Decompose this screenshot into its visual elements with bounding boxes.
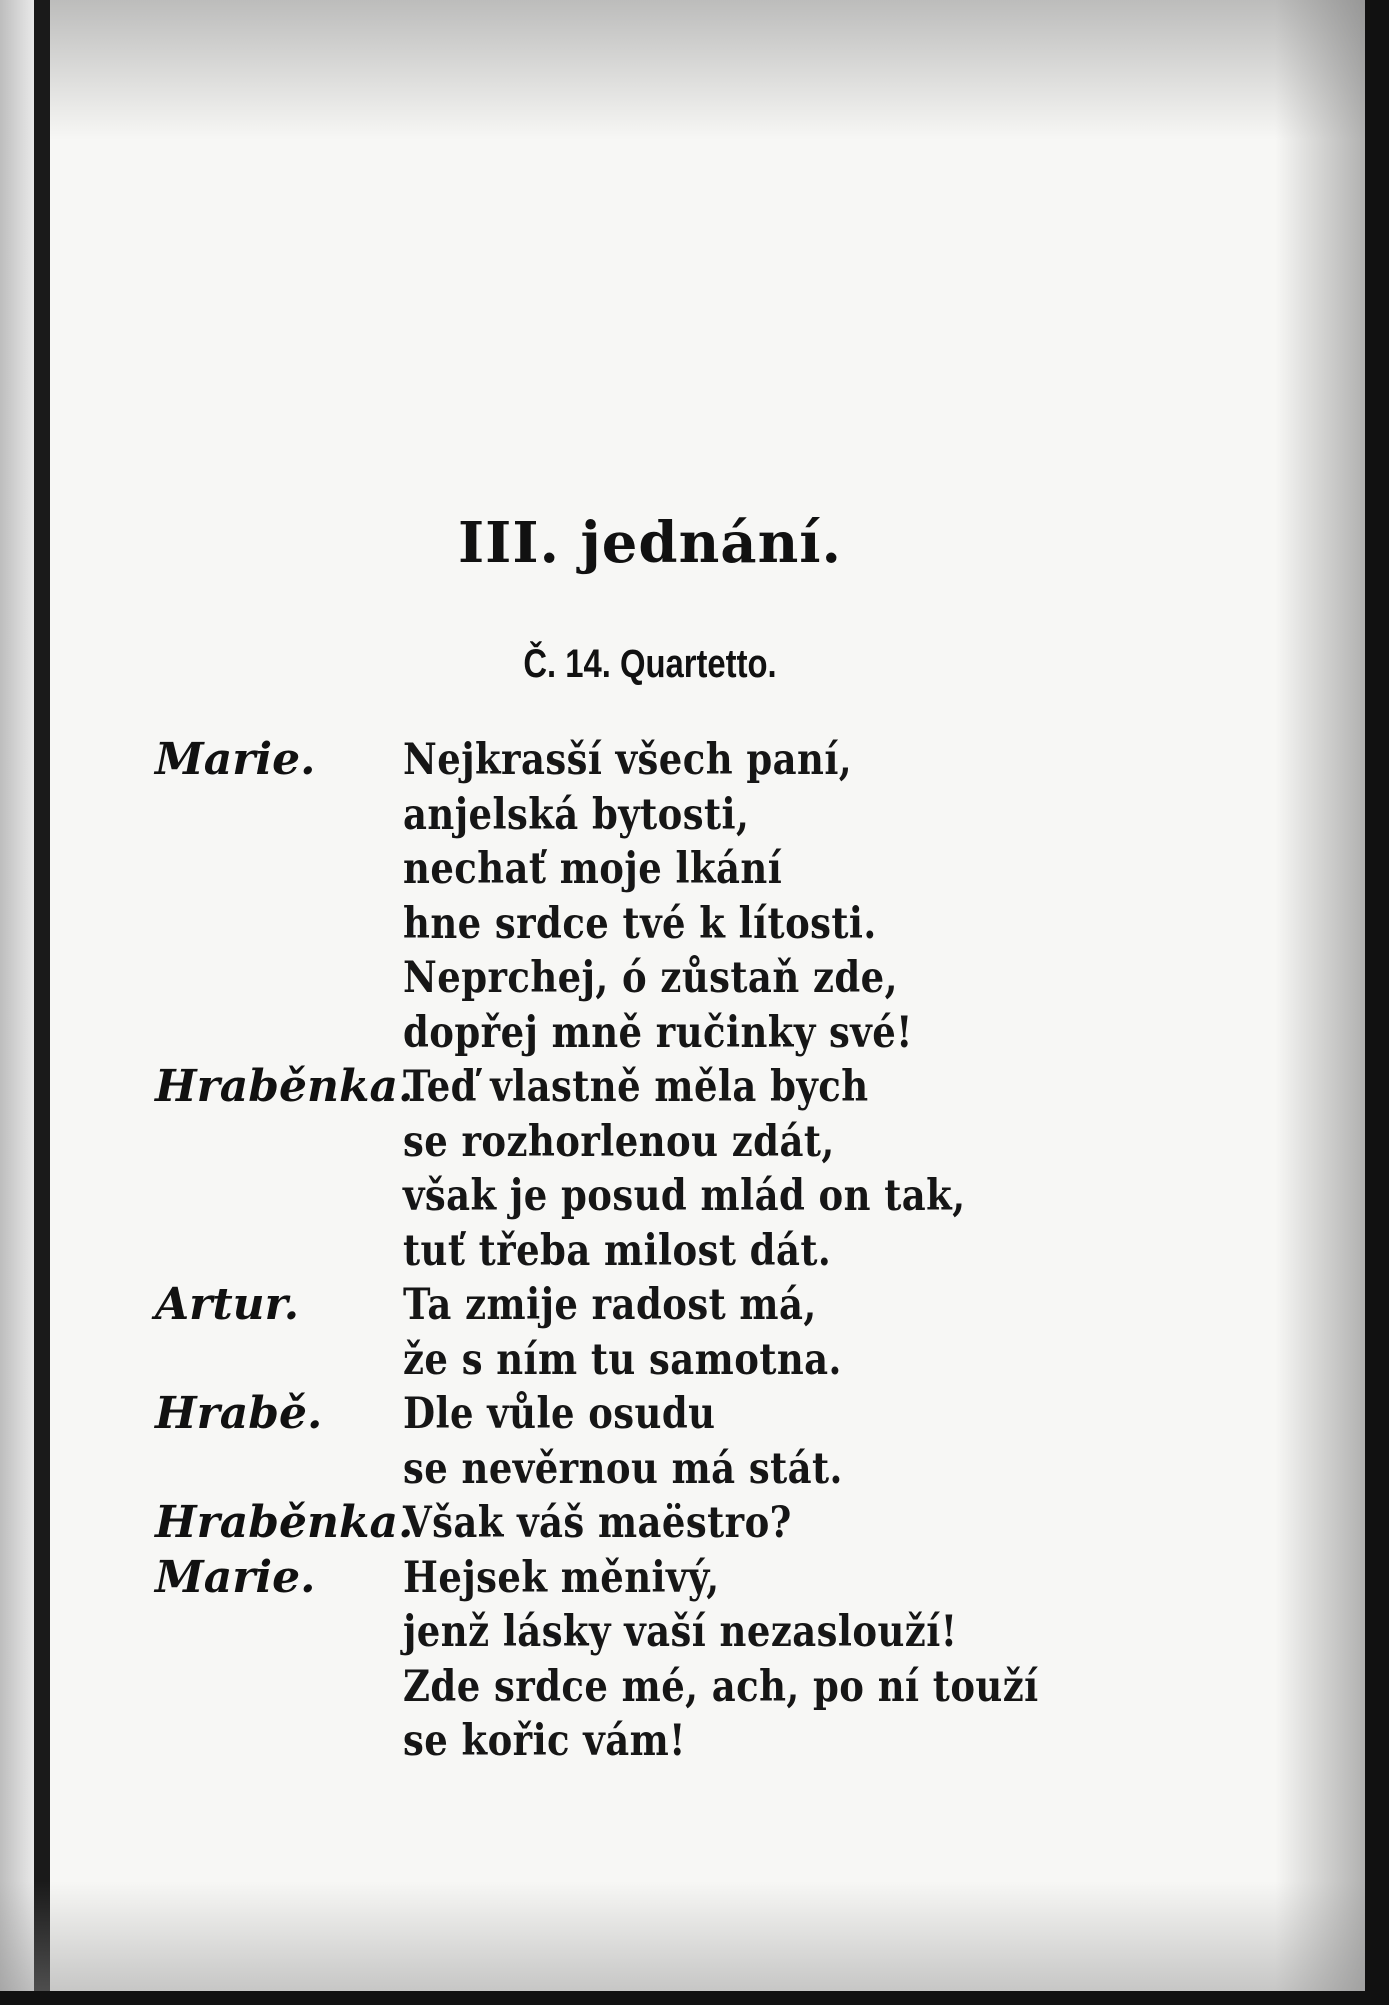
- right-border: [1365, 0, 1389, 2005]
- verse-text: se nevěrnou má stát.: [403, 1443, 843, 1494]
- verse-line: [155, 1060, 1105, 1115]
- act-title: III. jednání.: [457, 510, 843, 576]
- verse-text: však je posud mlád on tak,: [403, 1171, 966, 1221]
- verse-text: dopřej mně ručinky své!: [403, 1007, 913, 1058]
- verse-text: Zde srdce mé, ach, po ní touží: [403, 1661, 1039, 1712]
- top-page-shadow: [50, 0, 1389, 140]
- verse-line: [155, 788, 1105, 843]
- verse-line: [155, 842, 1105, 897]
- verse-line: [155, 1496, 1105, 1551]
- speaker-name: Marie.: [155, 734, 316, 785]
- verse-text: že s ním tu samotna.: [403, 1334, 842, 1385]
- verse-line: [155, 1115, 1105, 1170]
- speaker-name: Artur.: [155, 1279, 300, 1330]
- bottom-page-shadow: [0, 1881, 1389, 1991]
- number-title: Č. 14. Quartetto.: [523, 642, 777, 686]
- verse-line: [155, 1387, 1105, 1442]
- verse-line: [155, 1333, 1105, 1388]
- verse-text: Neprchej, ó zůstaň zde,: [403, 953, 898, 1003]
- verse-line: [155, 897, 1105, 952]
- verse-line: [155, 1278, 1105, 1333]
- verse-line: [155, 1714, 1105, 1769]
- verse-text: Ta zmije radost má,: [403, 1280, 817, 1330]
- verse-line: [155, 1605, 1105, 1660]
- bottom-border: [0, 1991, 1389, 2005]
- verse-line: [155, 1660, 1105, 1715]
- speaker-name: Marie.: [155, 1551, 316, 1603]
- verse-text: Dle vůle osudu: [403, 1389, 716, 1439]
- verse-text: Však váš maëstro?: [403, 1498, 792, 1548]
- libretto-text: [155, 733, 1105, 1769]
- speaker-name: Hrabě.: [155, 1388, 323, 1439]
- verse-text: Teď vlastně měla bych: [403, 1062, 869, 1112]
- right-page-shadow: [1275, 0, 1365, 2005]
- verse-line: [155, 733, 1105, 788]
- verse-text: se rozhorlenou zdát,: [403, 1116, 835, 1167]
- verse-text: hne srdce tvé k lítosti.: [403, 898, 877, 949]
- book-spine: [34, 0, 50, 2005]
- speaker-name: Hraběnka.: [155, 1497, 414, 1548]
- verse-line: [155, 951, 1105, 1006]
- facing-page-edge: [0, 0, 34, 2005]
- verse-line: [155, 1224, 1105, 1279]
- verse-text: Nejkrasší všech paní,: [403, 735, 853, 785]
- verse-line: [155, 1169, 1105, 1224]
- verse-text: nechať moje lkání: [403, 844, 783, 894]
- verse-line: [155, 1442, 1105, 1497]
- verse-text: jenž lásky vaší nezaslouží!: [403, 1607, 958, 1657]
- verse-text: anjelská bytosti,: [403, 789, 750, 840]
- verse-text: tuť třeba milost dát.: [403, 1225, 832, 1276]
- verse-text: se kořic vám!: [403, 1716, 686, 1766]
- speaker-name: Hraběnka.: [155, 1061, 414, 1112]
- verse-text: Hejsek měnivý,: [403, 1552, 720, 1603]
- verse-line: [155, 1006, 1105, 1061]
- verse-line: [155, 1551, 1105, 1606]
